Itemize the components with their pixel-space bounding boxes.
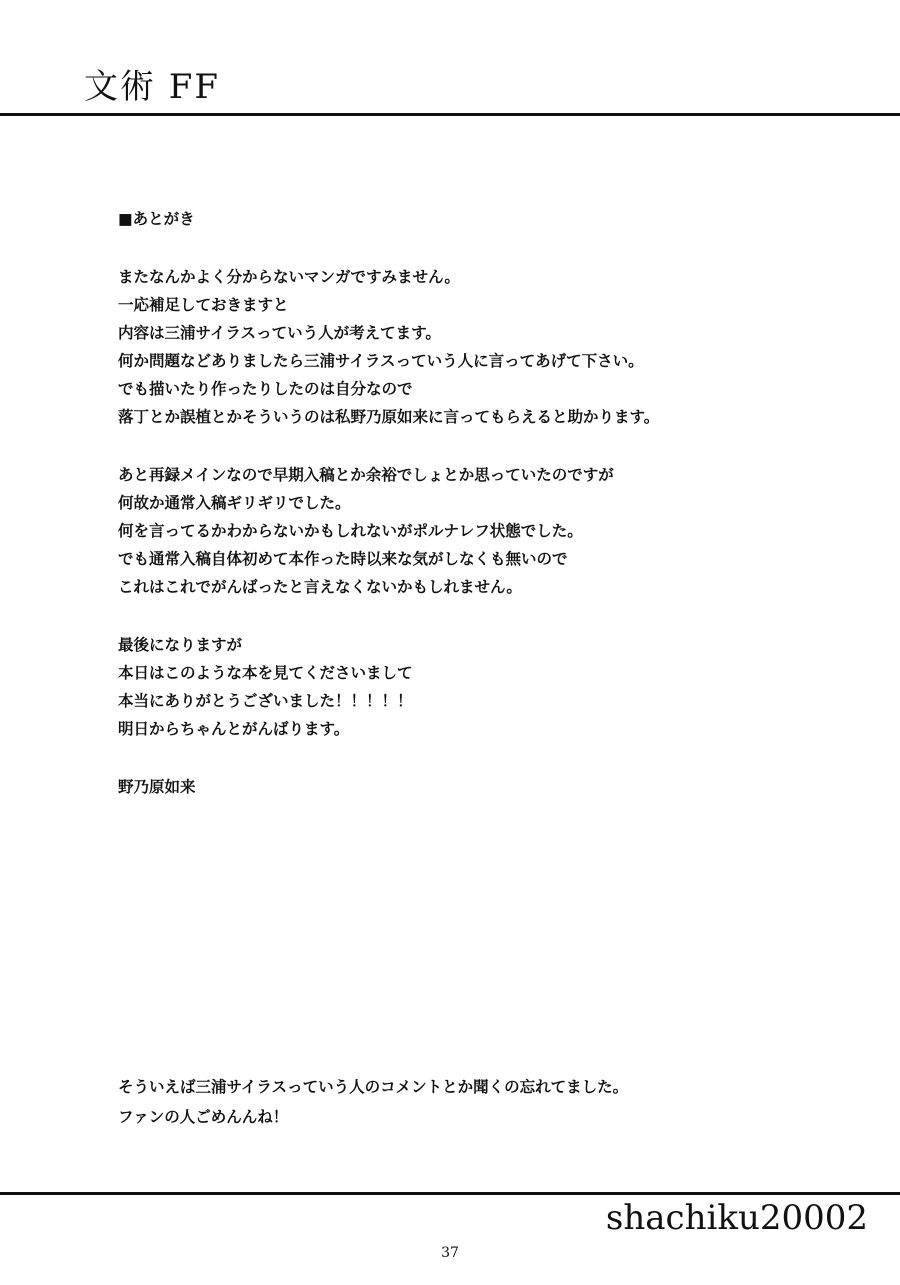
afterword-body (118, 205, 858, 801)
text-line: 何か問題などありましたら三浦サイラスっていう人に言ってあげて下さい。 (118, 352, 644, 370)
page-number: 37 (441, 1245, 459, 1261)
afterword-paragraph-2 (118, 461, 858, 601)
footer-credit: shachiku20002 (605, 1198, 868, 1238)
text-line: でも描いたり作ったりしたのは自分なので (118, 380, 413, 398)
text-line: そういえば三浦サイラスっていう人のコメントとか聞くの忘れてました。 (118, 1078, 629, 1096)
text-line: 最後になりますが (118, 636, 243, 654)
afterword-paragraph-3 (118, 631, 858, 743)
footer-rule (0, 1192, 900, 1195)
author-signature: 野乃原如来 (118, 778, 196, 796)
text-line: 一応補足しておきますと (118, 296, 289, 314)
text-line: またなんかよく分からないマンガですみません。 (118, 268, 460, 286)
header-rule (0, 113, 900, 116)
text-line: あと再録メインなので早期入稿とか余裕でしょとか思っていたのですが (118, 466, 614, 484)
text-line: でも通常入稿自体初めて本作った時以来な気がしなくも無いので (118, 550, 568, 568)
postscript (118, 1072, 628, 1132)
afterword-heading: ■あとがき (118, 210, 195, 228)
text-line: 内容は三浦サイラスっていう人が考えてます。 (118, 324, 441, 342)
header-title: 文術 FF (84, 67, 220, 107)
text-line: 何を言ってるかわからないかもしれないがポルナレフ状態でした。 (118, 522, 583, 540)
text-line: ファンの人ごめんんね！ (118, 1108, 289, 1126)
text-line: これはこれでがんばったと言えなくないかもしれません。 (118, 578, 522, 596)
text-line: 落丁とか誤植とかそういうのは私野乃原如来に言ってもらえると助かります。 (118, 408, 660, 426)
text-line: 本当にありがとうございました！！！！！ (118, 692, 413, 710)
afterword-paragraph-1 (118, 263, 858, 431)
text-line: 明日からちゃんとがんばります。 (118, 720, 350, 738)
text-line: 何故か通常入稿ギリギリでした。 (118, 494, 351, 512)
text-line: 本日はこのような本を見てくださいまして (118, 664, 413, 682)
